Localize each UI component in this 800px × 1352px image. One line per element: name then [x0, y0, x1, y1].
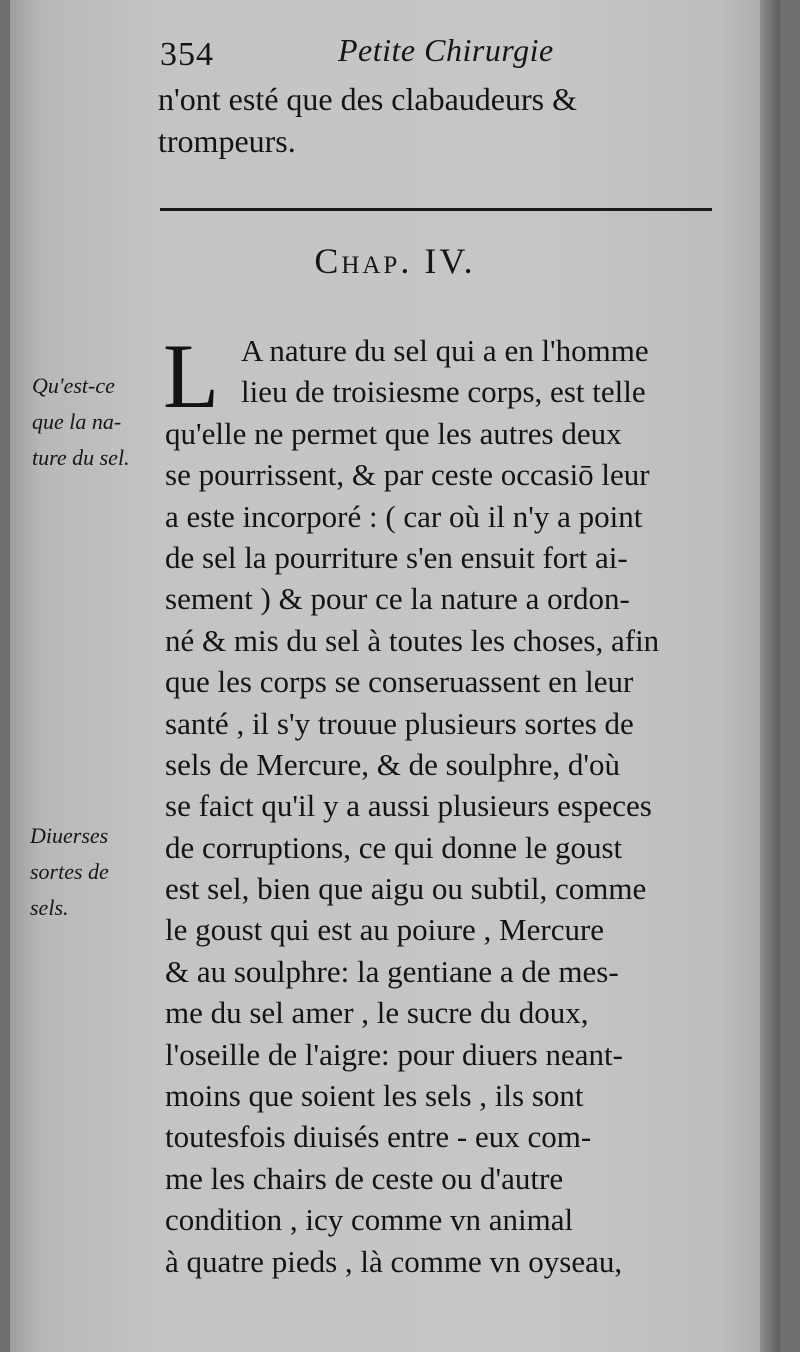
text-line: toutesfois diuisés entre - eux com- — [165, 1119, 592, 1155]
running-head — [160, 30, 720, 80]
chapter-heading: Chap. IV. — [314, 241, 476, 281]
text-line: se pourrissent, & par ceste occasiō leur — [165, 457, 650, 493]
running-title: Petite Chirurgie — [338, 32, 554, 68]
margin-note-line: que la na- — [32, 409, 122, 434]
text-line: est sel, bien que aigu ou subtil, comme — [165, 871, 647, 907]
text-line: sels de Mercure, & de soulphre, d'où — [165, 746, 620, 782]
text-line: l'oseille de l'aigre: pour diuers neant- — [165, 1036, 623, 1072]
text-line: A nature du sel qui a en l'homme — [241, 333, 649, 368]
chapter-divider-rule — [160, 208, 712, 211]
drop-cap: L — [163, 325, 220, 427]
margin-note-nature-of-salt — [32, 368, 130, 476]
text-line: se faict qu'il y a aussi plusieurs especes — [165, 788, 652, 824]
text-line: condition , icy comme vn animal — [165, 1202, 574, 1238]
margin-note-line: sels. — [30, 895, 69, 920]
text-line: lieu de troisiesme corps, est telle — [241, 374, 646, 410]
text-line: & au soulphre: la gentiane a de mes- — [165, 953, 619, 989]
margin-note-kinds-of-salts — [30, 818, 109, 926]
text-line: me du sel amer , le sucre du doux, — [165, 995, 589, 1031]
text-line: de corruptions, ce qui donne le goust — [165, 829, 623, 865]
previous-chapter-ending — [158, 78, 738, 162]
text-line: que les corps se conseruassent en leur — [165, 664, 634, 700]
text-line: né & mis du sel à toutes les choses, afin — [165, 622, 660, 658]
text-line: santé , il s'y trouue plusieurs sortes de — [165, 705, 634, 741]
margin-note-line: Diuerses — [30, 823, 109, 848]
text-line: qu'elle ne permet que les autres deux — [165, 415, 622, 451]
text-line: trompeurs. — [158, 123, 296, 159]
text-line: me les chairs de ceste ou d'autre — [165, 1160, 564, 1196]
text-line: à quatre pieds , là comme vn oyseau, — [165, 1243, 623, 1279]
page-number: 354 — [160, 36, 214, 73]
margin-note-line: ture du sel. — [32, 445, 130, 470]
margin-note-line: Qu'est-ce — [32, 373, 115, 398]
text-line: de sel la pourriture s'en ensuit fort ai- — [165, 539, 628, 575]
book-page — [10, 0, 780, 1352]
text-line: sement ) & pour ce la nature a ordon- — [165, 581, 630, 617]
text-line: n'ont esté que des clabaudeurs & — [158, 81, 577, 117]
page-gutter-shadow — [760, 0, 780, 1352]
margin-note-line: sortes de — [30, 859, 109, 884]
chapter-body — [163, 325, 745, 1282]
text-line: a este incorporé : ( car où il n'y a point — [165, 498, 643, 534]
text-line: moins que soient les sels , ils sont — [165, 1078, 584, 1114]
text-line: le goust qui est au poiure , Mercure — [165, 912, 605, 948]
